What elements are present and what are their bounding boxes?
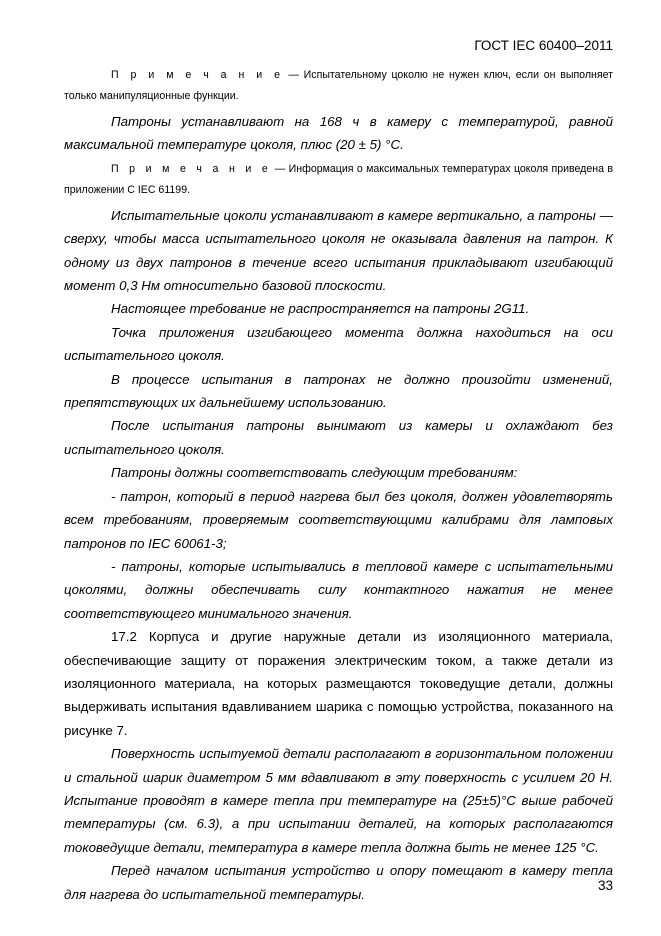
paragraph-9: - патроны, которые испытывались в тепловой камере с испытательными цоколями, должны обеспечивать силу контактного нажатия не менее соответствующего минимального значения.	[64, 558, 613, 621]
document-body	[64, 65, 613, 906]
note-2-label: П р и м е ч а н и е	[111, 162, 272, 175]
page-number: 33	[597, 878, 613, 893]
paragraph-6: После испытания патроны вынимают из камеры и охлаждают без испытательного цоколя.	[64, 418, 613, 457]
note-1-label: П р и м е ч а н и е	[111, 69, 284, 81]
paragraph-5: В процессе испытания в патронах не должно произойти изменений, препятствующих их дальнейшему использованию.	[64, 371, 613, 411]
paragraph-8: - патрон, который в период нагрева был без цоколя, должен удовлетворять всем требованиям, проверяемым соответствующими калибрами для ламповых патронов по IEC 60061-3;	[64, 488, 613, 551]
paragraph-7: Патроны должны соответствовать следующим требованиям:	[111, 465, 518, 481]
note-2-text: — Информация о максимальных температурах цоколя приведена в приложении С IEC 61199.	[64, 162, 613, 196]
paragraph-10: 17.2 Корпуса и другие наружные детали из изоляционного материала, обеспечивающие защиту от поражения электрическим током, а также детали из изоляционного материала, на которых размещаются токоведущие детали, должны выдерживать испытания вдавливанием шарика с помощью устройства, показанного на рисунке 7.	[64, 629, 613, 738]
note-1-text: — Испытательному цоколю не нужен ключ, если он выполняет только манипуляционные функции.	[64, 69, 613, 102]
paragraph-2: Испытательные цоколи устанавливают в камере вертикально, а патроны — сверху, чтобы масса испытательного цоколя не оказывала давления на патрон. К одному из двух патронов в течение всего испытания прикладывают изгибающий момент 0,3 Нм относительно базовой плоскости.	[64, 207, 613, 294]
paragraph-4: Точка приложения изгибающего момента должна находиться на оси испытательного цоколя.	[64, 324, 613, 364]
note-1	[64, 65, 613, 107]
paragraph-12: Перед началом испытания устройство и опору помещают в камеру тепла для нагрева до испытательной температуры.	[64, 863, 613, 902]
paragraph-11: Поверхность испытуемой детали располагают в горизонтальном положении и стальной шарик диаметром 5 мм вдавливают в эту поверхность с усилием 20 Н. Испытание проводят в камере тепла при температуре на (25±5)°С выше рабочей температуры (см. 6.3), а при испытании деталей, на которых располагаются токоведущие детали, температура в камере тепла должна быть не менее 125 °С.	[64, 746, 613, 855]
document-header: ГОСТ IEC 60400–2011	[474, 38, 613, 53]
note-2	[64, 159, 613, 201]
paragraph-3: Настоящее требование не распространяется на патроны 2G11.	[111, 301, 530, 317]
paragraph-1: Патроны устанавливают на 168 ч в камеру с температурой, равной максимальной температуре цоколя, плюс (20 ± 5) °С.	[64, 114, 613, 153]
